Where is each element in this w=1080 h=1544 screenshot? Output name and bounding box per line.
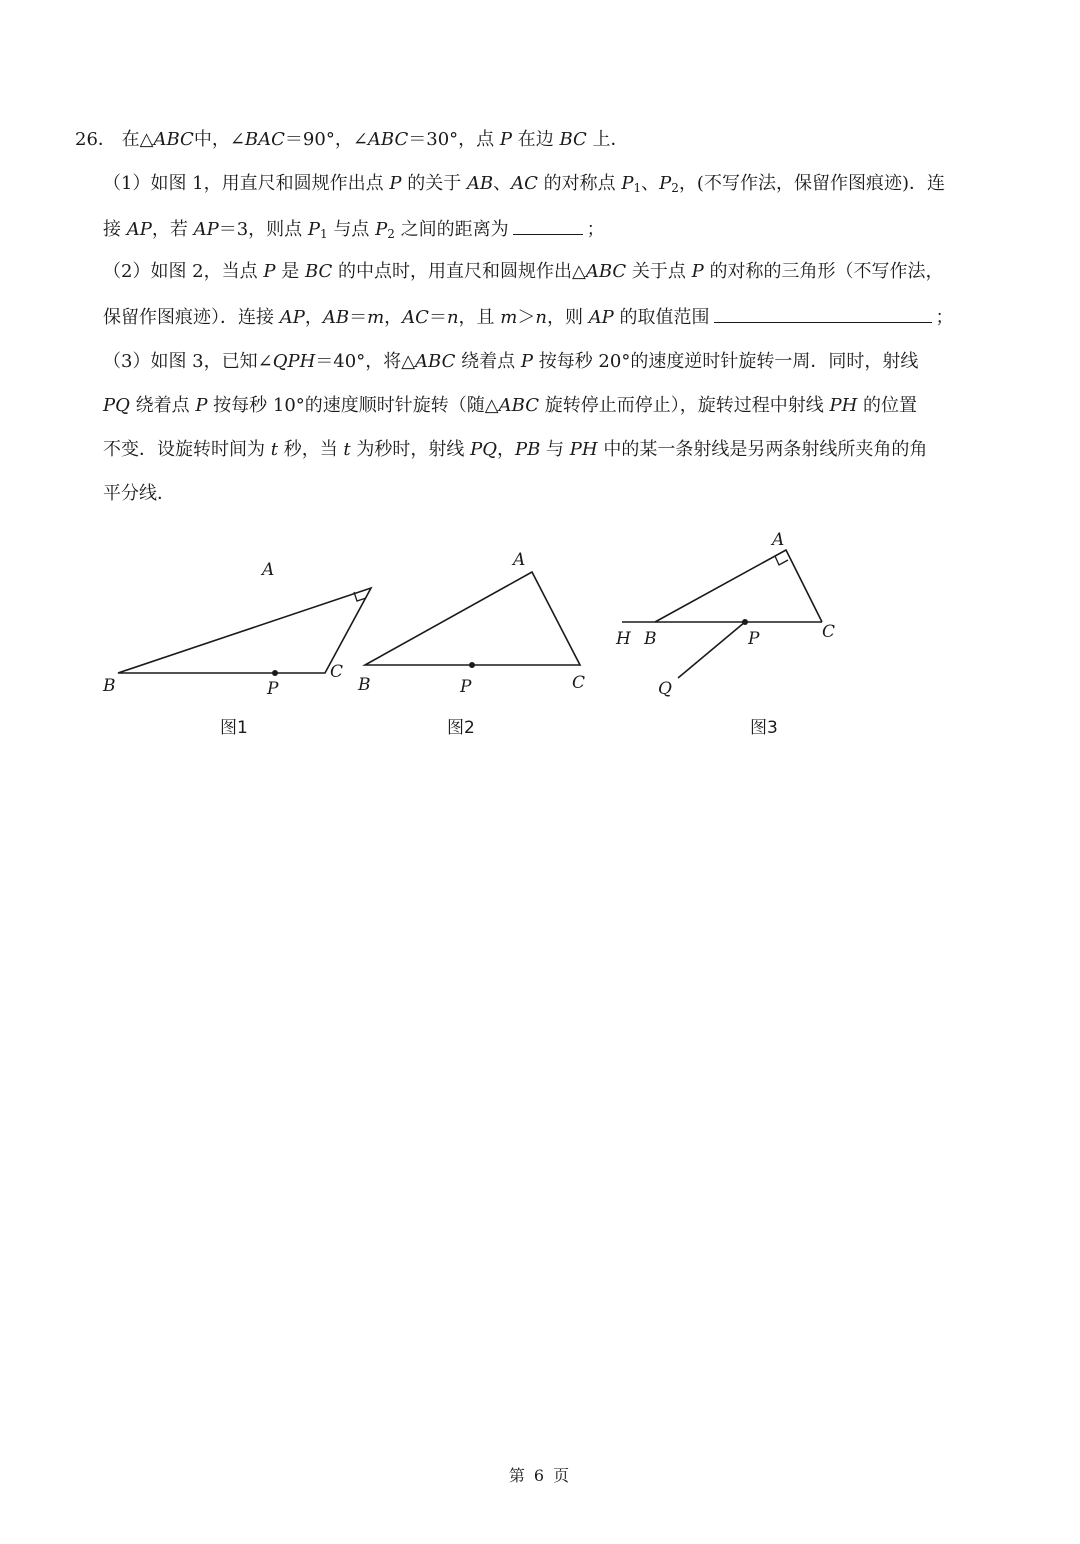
point-p (469, 662, 475, 668)
page-number: 第 6 页 (508, 1466, 572, 1485)
figure-2-caption: 图2 (447, 718, 475, 738)
part1-line2: 接 AP，若 AP＝3，则点 $P_1$ 与点 $P_2$ 之间的距离为 ； (103, 216, 605, 242)
label-p: P (267, 679, 279, 699)
figure-3-diagram (610, 520, 850, 710)
figure-3 (610, 520, 850, 710)
label-a: A (772, 530, 785, 550)
figure-1-diagram (95, 520, 355, 710)
problem-number: 26． (75, 129, 116, 150)
figure-1-caption: 图1 (220, 718, 248, 738)
label-c: C (572, 673, 586, 693)
label-q: Q (658, 679, 672, 699)
figure-2 (350, 520, 600, 710)
problem-stem: 26． 在△ABC中，∠BAC＝90°，∠ABC＝30°，点 P 在边 BC 上． (75, 129, 629, 150)
part3-line2: PQ 绕着点 P 按每秒 10°的速度顺时针旋转（随△ABC 旋转停止而停止），旋转过程中射线 PH 的位置 (103, 395, 917, 416)
answer-blank-1[interactable] (513, 216, 583, 235)
part3-line1: （3）如图 3，已知∠QPH＝40°，将△ABC 绕着点 P 按每秒 20°的速度逆时针旋转一周．同时，射线 (103, 351, 919, 372)
triangle-abc (118, 588, 371, 673)
figure-3-caption: 图3 (750, 718, 778, 738)
label-p: P (748, 629, 760, 649)
point-p (272, 670, 278, 676)
figure-1 (95, 520, 355, 710)
label-h: H (616, 629, 631, 649)
part3-line3: 不变．设旋转时间为 t 秒，当 t 为秒时，射线 PQ，PB 与 PH 中的某一条射线是另两条射线所夹角的角 (103, 439, 928, 460)
triangle-abc (365, 572, 580, 665)
label-b: B (103, 676, 116, 696)
part3-line4: 平分线． (103, 483, 175, 504)
label-p: P (460, 677, 472, 697)
part2-line2: 保留作图痕迹）．连接 AP，AB＝m，AC＝n，且 m＞n，则 AP 的取值范围 ； (103, 304, 954, 330)
label-a: A (262, 560, 275, 580)
part2-line1: （2）如图 2，当点 P 是 BC 的中点时，用直尺和圆规作出△ABC 关于点 P 的对称的三角形（不写作法， (103, 261, 944, 282)
label-a: A (513, 550, 526, 570)
label-c: C (330, 662, 344, 682)
figure-2-diagram (350, 520, 600, 710)
answer-blank-2[interactable] (714, 304, 932, 323)
label-b: B (358, 675, 371, 695)
label-b: B (644, 629, 657, 649)
right-angle-mark (775, 556, 788, 565)
triangle-abc (655, 550, 822, 622)
label-c: C (822, 622, 836, 642)
point-p (742, 619, 748, 625)
ray-pq (678, 622, 745, 678)
part1-line1: （1）如图 1，用直尺和圆规作出点 P 的关于 AB、AC 的对称点 $P_1$、$P_2$，(不写作法，保留作图痕迹)．连 (103, 173, 945, 195)
